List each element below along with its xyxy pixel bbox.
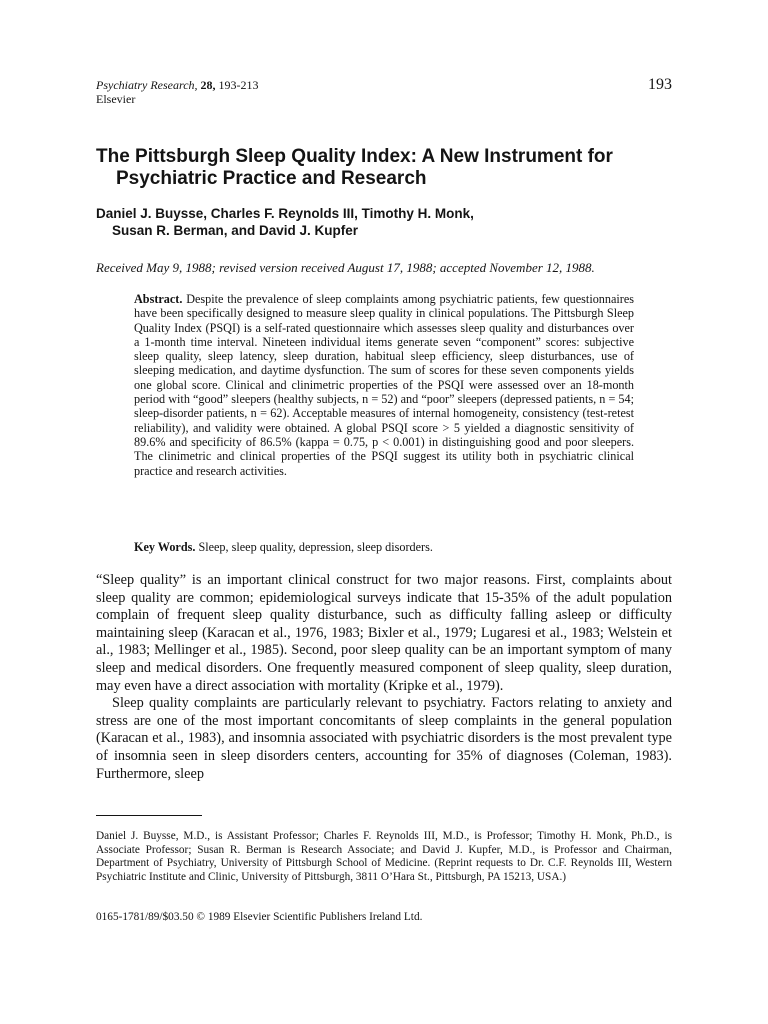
keywords-text: Sleep, sleep quality, depression, sleep disorders. bbox=[198, 540, 433, 554]
journal-volume: 28, bbox=[200, 78, 216, 92]
author-list bbox=[96, 205, 686, 239]
abstract bbox=[134, 292, 634, 478]
author-footnote: Daniel J. Buysse, M.D., is Assistant Professor; Charles F. Reynolds III, M.D., is Professor; Timothy H. Monk, Ph.D., is Associate Professor; Susan R. Berman is Research Associate; and David J. Kupfer, M.D., is Professor and Chairman, Department of Psychiatry, University of Pittsburgh School of Medicine. (Reprint requests to Dr. C.F. Reynolds III, Western Psychiatric Institute and Clinic, University of Pittsburgh, 3811 O’Hara St., Pittsburgh, PA 15213, USA.) bbox=[96, 830, 672, 883]
keywords-label: Key Words. bbox=[134, 540, 196, 554]
page-number: 193 bbox=[648, 76, 672, 93]
body-paragraph-1: “Sleep quality” is an important clinical construct for two major reasons. First, complaints about sleep quality are common; epidemiological surveys indicate that 15-35% of the adult population complain of frequent sleep quality disturbance, such as difficulty falling asleep or difficulty maintaining sleep (Karacan et al., 1976, 1983; Bixler et al., 1979; Lugaresi et al., 1983; Welstein et al., 1983; Mellinger et al., 1985). Second, poor sleep quality can be an important symptom of many sleep and medical disorders. One frequently measured component of sleep quality, sleep duration, may even have a direct association with mortality (Kripke et al., 1979). bbox=[96, 572, 672, 694]
abstract-text: Despite the prevalence of sleep complaints among psychiatric patients, few questionnaires have been specifically designed to measure sleep quality in clinical populations. The Pittsburgh Sleep Quality Index (PSQI) is a self-rated questionnaire which assesses sleep quality and disturbances over a 1-month time interval. Nineteen individual items generate seven “component” scores: subjective sleep quality, sleep latency, sleep duration, habitual sleep efficiency, sleep disturbances, use of sleeping medication, and daytime dysfunction. The sum of scores for these seven components yields one global score. Clinical and clinimetric properties of the PSQI were assessed over an 18-month period with “good” sleepers (healthy subjects, n = 52) and “poor” sleepers (depressed patients, n = 54; sleep-disorder patients, n = 62). Acceptable measures of internal homogeneity, consistency (test-retest reliability), and validity were obtained. A global PSQI score > 5 yielded a diagnostic sensitivity of 89.6% and specificity of 86.5% (kappa = 0.75, p < 0.001) in distinguishing good and poor sleepers. The clinimetric and clinical properties of the PSQI suggest its utility both in psychiatric clinical practice and research activities. bbox=[134, 292, 634, 478]
body-paragraph-2: Sleep quality complaints are particularly relevant to psychiatry. Factors relating to anxiety and stress are one of the most important concomitants of sleep complaints in the general population (Karacan et al., 1983), and insomnia associated with psychiatric disorders is the most prevalent type of insomnia seen in sleep disorders centers, accounting for 35% of diagnoses (Coleman, 1983). Furthermore, sleep bbox=[96, 695, 672, 782]
abstract-label: Abstract. bbox=[134, 292, 183, 306]
copyright-line: 0165-1781/89/$03.50 © 1989 Elsevier Scientific Publishers Ireland Ltd. bbox=[96, 911, 423, 923]
received-dates: Received May 9, 1988; revised version received August 17, 1988; accepted November 12, 1988. bbox=[96, 260, 595, 275]
body-text bbox=[96, 572, 672, 783]
title-line-1: The Pittsburgh Sleep Quality Index: A New Instrument for bbox=[96, 146, 613, 167]
journal-title: Psychiatry Research, bbox=[96, 78, 198, 92]
footnote-divider bbox=[96, 815, 202, 816]
journal-citation bbox=[96, 78, 259, 106]
authors-line-1: Daniel J. Buysse, Charles F. Reynolds III, Timothy H. Monk, bbox=[96, 206, 474, 221]
authors-line-2: Susan R. Berman, and David J. Kupfer bbox=[112, 223, 359, 238]
keywords bbox=[134, 540, 634, 555]
title-line-2: Psychiatric Practice and Research bbox=[116, 168, 427, 189]
publisher-name: Elsevier bbox=[96, 92, 136, 106]
journal-pages: 193-213 bbox=[218, 78, 259, 92]
paper-title bbox=[96, 146, 686, 190]
journal-line bbox=[96, 78, 259, 92]
